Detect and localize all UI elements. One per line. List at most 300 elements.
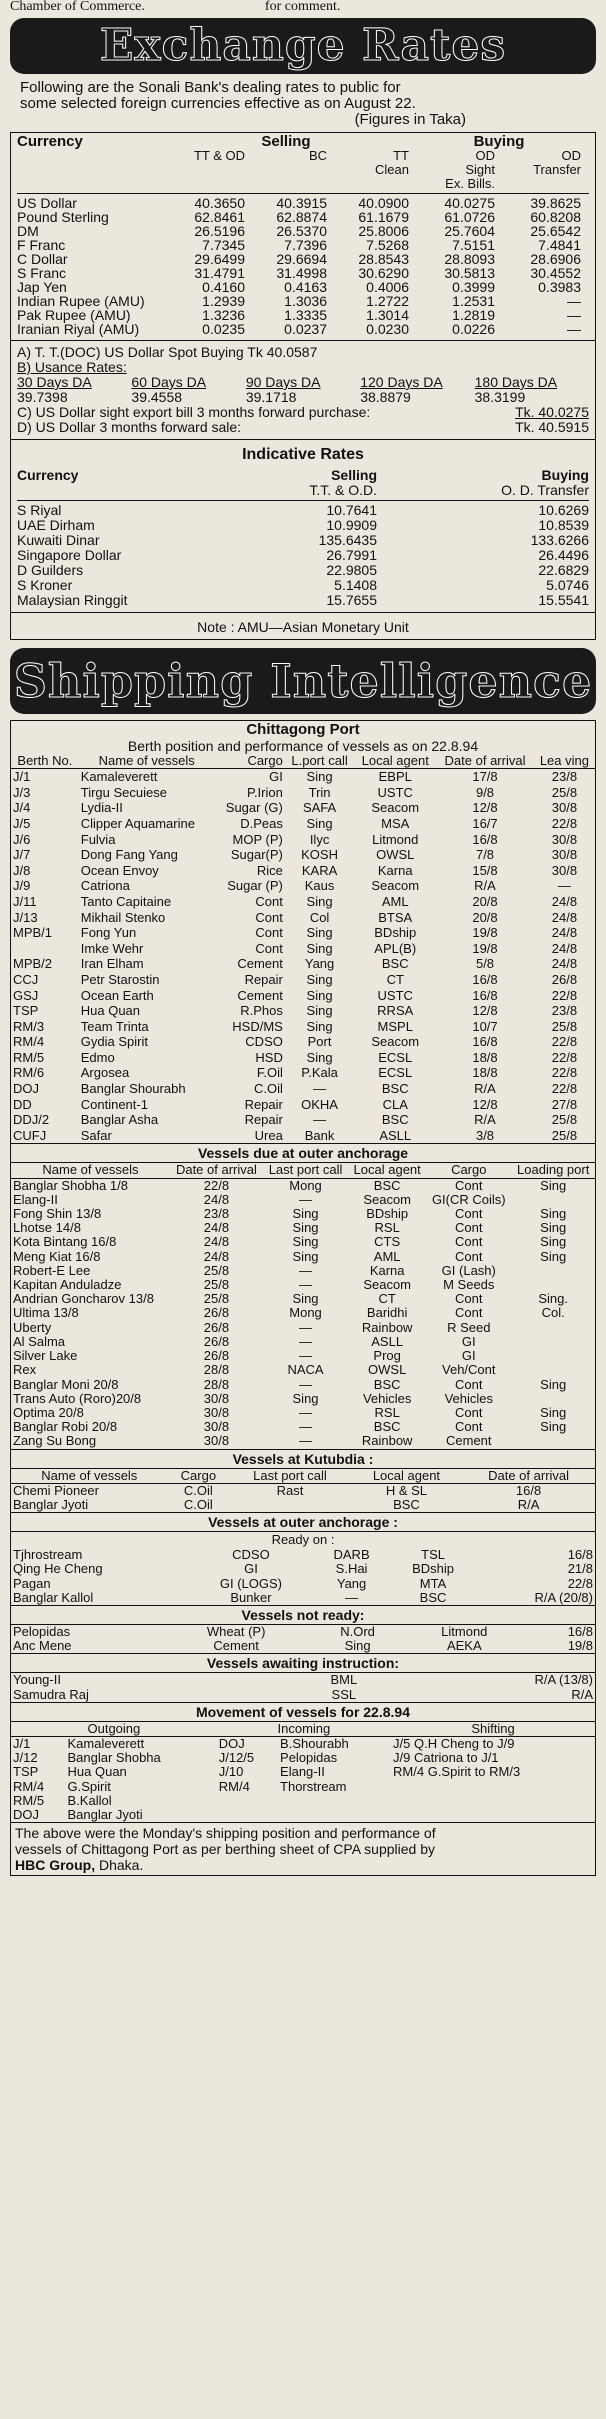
indicative-row xyxy=(17,578,589,593)
bc-value: 40.3915 xyxy=(276,195,327,211)
table-cell: 22/8 xyxy=(551,987,578,1003)
port-title: Chittagong Port xyxy=(246,721,360,738)
table-cell: SSL xyxy=(331,1687,357,1702)
berth-row xyxy=(11,956,595,972)
table-cell: TSP xyxy=(13,1765,39,1780)
table-cell: Sing xyxy=(540,1221,567,1236)
table-cell: Trans Auto (Roro)20/8 xyxy=(13,1391,142,1406)
exchange-rates-banner: Exchange Rates xyxy=(10,18,596,74)
rate-row xyxy=(17,280,589,294)
table-cell: GI xyxy=(269,769,283,785)
berth-row xyxy=(11,816,595,832)
rate-row xyxy=(17,308,589,322)
currency-name: Pound Sterling xyxy=(17,209,109,225)
table-cell: Seacom xyxy=(363,1192,412,1207)
ind-selling-value: 5.1408 xyxy=(334,577,377,593)
ind-selling-value: 135.6435 xyxy=(318,532,377,548)
rates-header xyxy=(17,135,589,149)
ind-selling-value: 22.9805 xyxy=(326,562,377,578)
buying-header: Buying xyxy=(473,133,525,150)
table-cell: Ilyc xyxy=(309,831,330,847)
bc-value: 0.0237 xyxy=(284,321,327,337)
rate-row xyxy=(17,266,589,280)
table-cell: J/7 xyxy=(13,847,31,863)
awaiting-body xyxy=(11,1673,595,1701)
table-cell: CDSO xyxy=(232,1548,270,1563)
table-cell: — xyxy=(299,1377,313,1392)
table-cell: 16/8 xyxy=(472,971,498,987)
table-cell: Banglar Moni 20/8 xyxy=(13,1377,119,1392)
tt-od-value: 29.6499 xyxy=(194,251,245,267)
berth-row xyxy=(11,1097,595,1113)
note-c-value: Tk. 40.0275 xyxy=(515,404,589,420)
ready-row xyxy=(11,1562,595,1576)
column-header: Cargo xyxy=(426,1163,511,1178)
table-cell: BSC xyxy=(381,1112,409,1128)
indicative-body xyxy=(17,503,589,608)
table-cell: Sing xyxy=(540,1420,567,1435)
table-cell: GI (Lash) xyxy=(441,1263,496,1278)
table-cell: J/12/5 xyxy=(218,1751,255,1766)
table-cell: Dong Fang Yang xyxy=(80,847,178,863)
table-cell xyxy=(511,1349,595,1363)
table-cell: BSC xyxy=(373,1420,401,1435)
table-cell: J/4 xyxy=(13,800,31,816)
table-cell: ECSL xyxy=(378,1065,413,1081)
column-header: Name of vessels xyxy=(11,1469,168,1484)
table-cell: Hua Quan xyxy=(80,1003,141,1019)
table-cell: M Seeds xyxy=(443,1278,495,1293)
table-cell: GI xyxy=(461,1349,476,1364)
table-cell: 24/8 xyxy=(551,956,578,972)
tt-od-value: 7.7345 xyxy=(202,237,245,253)
table-cell: Trin xyxy=(308,784,331,800)
table-cell: AEKA xyxy=(446,1639,482,1654)
table-cell: BSC xyxy=(393,1497,420,1512)
table-cell: CT xyxy=(386,971,404,987)
outer-row xyxy=(11,1349,595,1363)
ind-selling-sub: T.T. & O.D. xyxy=(309,482,377,498)
selling-header: Selling xyxy=(261,133,311,150)
rate-row xyxy=(17,294,589,308)
table-cell: EBPL xyxy=(378,769,412,785)
outer-row xyxy=(11,1178,595,1193)
table-cell: RM/4 xyxy=(13,1034,45,1050)
table-cell: MOP (P) xyxy=(232,831,283,847)
indicative-rule xyxy=(11,439,595,440)
movement-row xyxy=(11,1780,595,1794)
table-cell: Safar xyxy=(80,1127,112,1143)
table-cell: Petr Starostin xyxy=(80,971,160,987)
bc-header: BC xyxy=(308,148,327,163)
intro-line-2: some selected foreign currencies effective as on August 22. xyxy=(20,95,416,112)
table-cell: Tjhrostream xyxy=(13,1548,83,1563)
table-cell xyxy=(391,1780,595,1794)
berth-row xyxy=(11,1019,595,1035)
table-cell: Cont xyxy=(455,1221,483,1236)
movement-header-row xyxy=(11,1722,595,1737)
table-cell: G.Spirit xyxy=(67,1779,111,1794)
table-cell: Sing xyxy=(540,1178,567,1193)
currency-name: Indian Rupee (AMU) xyxy=(17,293,145,309)
table-cell: Sing xyxy=(306,1003,333,1019)
berth-body xyxy=(11,769,595,1144)
tt-od-value: 1.3236 xyxy=(202,307,245,323)
ind-buying-header: Buying xyxy=(541,467,589,483)
table-cell: J/1 xyxy=(13,1736,31,1751)
table-cell: Chemi Pioneer xyxy=(13,1483,99,1498)
table-cell: 23/8 xyxy=(551,769,578,785)
bc-value: 62.8874 xyxy=(276,209,327,225)
table-cell: Hua Quan xyxy=(67,1765,127,1780)
table-cell: RSL xyxy=(374,1405,400,1420)
table-cell: OWSL xyxy=(368,1363,407,1378)
table-cell: RSL xyxy=(374,1221,400,1236)
table-cell xyxy=(11,941,79,957)
table-cell xyxy=(511,1363,595,1377)
berth-row xyxy=(11,925,595,941)
table-cell: 16/8 xyxy=(567,1548,593,1563)
table-cell: R/A xyxy=(474,1112,496,1128)
position-subtitle: Berth position and performance of vessels as on 22.8.94 xyxy=(127,738,479,754)
table-cell: Col. xyxy=(541,1306,565,1321)
od-sight-header: OD xyxy=(475,148,495,163)
table-cell: Cont xyxy=(255,925,283,941)
table-cell: Edmo xyxy=(80,1049,115,1065)
bc-value: 31.4998 xyxy=(276,265,327,281)
table-cell xyxy=(511,1392,595,1406)
indicative-row xyxy=(17,593,589,608)
table-cell: Repair xyxy=(244,971,283,987)
footer-source: HBC Group, xyxy=(15,1857,96,1874)
table-cell: 16/8 xyxy=(472,987,498,1003)
table-cell: OKHA xyxy=(301,1096,338,1112)
table-cell: R Seed xyxy=(447,1320,491,1335)
movement-table xyxy=(11,1722,595,1822)
outer-row xyxy=(11,1406,595,1420)
berth-row xyxy=(11,1050,595,1066)
outer-row xyxy=(11,1207,595,1221)
note-c: C) US Dollar sight export bill 3 months forward purchase: xyxy=(17,404,371,420)
table-cell: 25/8 xyxy=(203,1263,230,1278)
od-transfer-value: 25.6542 xyxy=(530,223,581,239)
table-cell: 22/8 xyxy=(551,1065,578,1081)
table-cell: BDship xyxy=(366,1207,409,1222)
table-cell: Clipper Aquamarine xyxy=(80,815,195,831)
table-cell: 25/8 xyxy=(551,784,578,800)
table-cell: — xyxy=(313,1112,327,1128)
table-cell: Sing xyxy=(306,815,333,831)
table-cell: F.Oil xyxy=(256,1065,283,1081)
table-cell xyxy=(511,1264,595,1278)
table-cell: 30/8 xyxy=(551,831,578,847)
ind-currency-name: Kuwaiti Dinar xyxy=(17,532,100,548)
table-cell: Col xyxy=(309,909,330,925)
table-cell xyxy=(278,1794,391,1808)
od-sight-value: 1.2819 xyxy=(452,307,495,323)
outer-row xyxy=(11,1278,595,1292)
rate-row xyxy=(17,252,589,266)
column-header: Local agent xyxy=(351,1469,462,1484)
table-cell: 16/8 xyxy=(472,1034,498,1050)
indicative-title: Indicative Rates xyxy=(242,446,364,463)
berth-row xyxy=(11,785,595,801)
table-cell: Sing xyxy=(292,1391,319,1406)
column-header: Name of vessels xyxy=(11,1163,170,1178)
ind-buying-value: 10.8539 xyxy=(538,517,589,533)
table-cell: Imke Wehr xyxy=(80,940,144,956)
outer-row xyxy=(11,1250,595,1264)
od-sight-value: 25.7604 xyxy=(444,223,495,239)
column-header: Local agent xyxy=(348,1163,426,1178)
column-header: Name of vessels xyxy=(79,754,215,769)
table-cell: USTC xyxy=(377,784,413,800)
table-cell: 22/8 xyxy=(567,1576,593,1591)
table-cell: 17/8 xyxy=(472,769,498,785)
table-cell: RM/4 G.Spirit to RM/3 xyxy=(393,1765,521,1780)
kutubdia-body xyxy=(11,1483,595,1512)
tt-od-value: 26.5196 xyxy=(194,223,245,239)
table-cell: 3/8 xyxy=(475,1127,495,1143)
table-cell: NACA xyxy=(287,1363,324,1378)
currency-header: Currency xyxy=(17,133,83,150)
table-cell: Seacom xyxy=(363,1278,412,1293)
table-cell: Banglar Jyoti xyxy=(67,1807,143,1822)
kutubdia-header-row xyxy=(11,1469,595,1484)
table-cell: 18/8 xyxy=(472,1065,498,1081)
table-cell: GI xyxy=(461,1334,476,1349)
table-cell: BSC xyxy=(373,1178,401,1193)
shifting-header: Shifting xyxy=(391,1722,595,1737)
table-cell: Sing xyxy=(540,1405,567,1420)
berth-row xyxy=(11,847,595,863)
table-cell: Rainbow xyxy=(361,1434,413,1449)
table-cell: — xyxy=(299,1434,313,1449)
ind-buying-value: 10.6269 xyxy=(538,502,589,518)
table-cell: 16/8 xyxy=(567,1624,593,1639)
outer-row xyxy=(11,1235,595,1249)
table-cell: — xyxy=(299,1349,313,1364)
indicative-header xyxy=(17,468,589,483)
table-cell: 28/8 xyxy=(203,1377,230,1392)
table-cell: Thorstream xyxy=(280,1779,347,1794)
table-cell: Banglar Jyoti xyxy=(13,1497,89,1512)
table-cell: HSD/MS xyxy=(232,1018,283,1034)
kutubdia-row xyxy=(11,1498,595,1512)
table-cell: Rast xyxy=(276,1483,304,1498)
table-cell: Yang xyxy=(336,1576,367,1591)
table-cell: 16/8 xyxy=(515,1483,542,1498)
table-cell: 22/8 xyxy=(203,1178,230,1193)
table-cell: BTSA xyxy=(378,909,413,925)
usance-label: 30 Days DA xyxy=(17,374,92,390)
od-transfer-value: 60.8208 xyxy=(530,209,581,225)
ind-buying-value: 26.4496 xyxy=(538,547,589,563)
berth-row xyxy=(11,1081,595,1097)
table-cell: DOJ xyxy=(13,1807,39,1822)
table-cell: — xyxy=(299,1278,313,1293)
table-cell: Kota Bintang 16/8 xyxy=(13,1235,117,1250)
table-cell xyxy=(281,1688,294,1702)
table-cell: H & SL xyxy=(385,1483,428,1498)
column-header: Cargo xyxy=(215,754,285,769)
table-cell: Litmond xyxy=(372,831,419,847)
table-cell: 24/8 xyxy=(551,940,578,956)
ind-selling-value: 10.7641 xyxy=(326,502,377,518)
usance-value: 39.4558 xyxy=(131,389,183,405)
currency-name: S Franc xyxy=(17,265,67,281)
usance-value: 39.7398 xyxy=(17,389,68,405)
ind-buying-value: 22.6829 xyxy=(538,562,589,578)
table-cell: BSC xyxy=(381,1081,409,1097)
table-cell: 25/8 xyxy=(551,1127,578,1143)
table-cell: 30/8 xyxy=(551,862,578,878)
table-cell: KOSH xyxy=(301,847,338,863)
table-cell xyxy=(269,1673,282,1687)
table-cell: Yang xyxy=(304,956,335,972)
berth-row xyxy=(11,1112,595,1128)
table-cell: J/9 Catriona to J/1 xyxy=(393,1751,499,1766)
table-cell: BDship xyxy=(412,1562,454,1577)
od-sight-value: 7.5151 xyxy=(452,237,495,253)
table-cell: MTA xyxy=(419,1576,447,1591)
table-cell: Anc Mene xyxy=(13,1639,72,1654)
table-cell: GI xyxy=(244,1562,258,1577)
rate-row xyxy=(17,224,589,238)
table-cell: TSP xyxy=(13,1003,39,1019)
exbills-header: Ex. Bills. xyxy=(445,176,495,191)
od-transfer-value: 28.6906 xyxy=(530,251,581,267)
indicative-subheader xyxy=(17,483,589,498)
usance-value: 38.8879 xyxy=(360,389,411,405)
ind-currency-name: D Guilders xyxy=(17,562,84,578)
outer-row xyxy=(11,1434,595,1448)
awaiting-title: Vessels awaiting instruction: xyxy=(11,1653,595,1673)
column-header: Loading port xyxy=(511,1163,595,1178)
tt-clean-value: 61.1679 xyxy=(358,209,409,225)
table-cell: Cement xyxy=(446,1434,492,1449)
table-cell: DDJ/2 xyxy=(13,1112,50,1128)
table-cell: SAFA xyxy=(302,800,337,816)
usance-labels xyxy=(17,375,589,390)
table-cell: Kamaleverett xyxy=(67,1736,145,1751)
table-cell: Banglar Shobha 1/8 xyxy=(13,1178,128,1193)
table-cell: Cont xyxy=(455,1292,483,1307)
table-cell: B.Kallol xyxy=(67,1793,112,1808)
table-cell: — xyxy=(299,1263,313,1278)
table-cell: 27/8 xyxy=(551,1096,578,1112)
berth-row xyxy=(11,988,595,1004)
table-cell: Sing xyxy=(306,769,333,785)
table-cell: — xyxy=(313,1081,327,1097)
ind-selling-value: 10.9909 xyxy=(326,517,377,533)
ind-currency-name: S Kroner xyxy=(17,577,73,593)
usance-label: 60 Days DA xyxy=(131,374,207,390)
table-cell: 25/8 xyxy=(203,1278,230,1293)
od-transfer-value: 30.4552 xyxy=(530,265,581,281)
top-left-text: Chamber of Commerce. xyxy=(10,0,145,14)
table-cell: MSA xyxy=(381,815,410,831)
table-cell: Elang-II xyxy=(13,1192,58,1207)
indicative-table xyxy=(11,466,595,610)
table-cell xyxy=(391,1808,595,1822)
table-cell: J/1 xyxy=(13,769,31,785)
table-cell: Litmond xyxy=(441,1624,488,1639)
table-cell: Elang-II xyxy=(280,1765,325,1780)
table-cell: BML xyxy=(330,1673,358,1688)
table-cell: R/A (20/8) xyxy=(534,1590,593,1605)
table-cell: Mong xyxy=(289,1306,322,1321)
table-cell: Kamaleverett xyxy=(80,769,158,785)
table-cell: Port xyxy=(307,1034,332,1050)
column-header: Date of arrival xyxy=(170,1163,263,1178)
table-cell: Rice xyxy=(256,862,283,878)
ind-buying-sub: O. D. Transfer xyxy=(501,482,589,498)
table-cell: C.Oil xyxy=(253,1081,283,1097)
table-cell: Sing xyxy=(292,1235,319,1250)
table-cell: Banglar Robi 20/8 xyxy=(13,1420,118,1435)
table-cell: BDship xyxy=(374,925,417,941)
tt-clean-value: 40.0900 xyxy=(358,195,409,211)
table-cell: Sing xyxy=(540,1377,567,1392)
column-header: Lea ving xyxy=(534,754,595,769)
table-cell: Sugar (P) xyxy=(227,878,283,894)
table-cell: 25/8 xyxy=(551,1112,578,1128)
table-cell: 25/8 xyxy=(551,1018,578,1034)
table-cell: 30/8 xyxy=(203,1405,230,1420)
table-cell: Cont xyxy=(455,1420,483,1435)
kutubdia-title: Vessels at Kutubdia : xyxy=(11,1449,595,1469)
table-cell: Cont xyxy=(255,909,283,925)
table-cell: 12/8 xyxy=(472,800,498,816)
table-cell: Ultima 13/8 xyxy=(13,1306,79,1321)
table-cell: — xyxy=(557,878,571,894)
ind-currency-header: Currency xyxy=(17,467,79,483)
tt-clean-value: 30.6290 xyxy=(358,265,409,281)
footer-line-1: The above were the Monday's shipping position and performance of xyxy=(15,1825,436,1842)
not-ready-body xyxy=(11,1625,595,1653)
table-cell: J/9 xyxy=(13,878,31,894)
table-cell: J/11 xyxy=(13,893,37,909)
table-cell: MPB/1 xyxy=(13,925,53,941)
usance-label: 90 Days DA xyxy=(245,374,321,390)
ind-selling-value: 26.7991 xyxy=(326,547,377,563)
table-cell: RRSA xyxy=(377,1003,414,1019)
table-cell: 23/8 xyxy=(551,1003,578,1019)
currency-name: Jap Yen xyxy=(17,279,67,295)
outgoing-header: Outgoing xyxy=(11,1722,217,1737)
table-cell: J/5 xyxy=(13,815,31,831)
table-cell xyxy=(511,1434,595,1448)
berth-row xyxy=(11,1003,595,1019)
ind-currency-name: Malaysian Ringgit xyxy=(17,592,128,608)
tt-od-value: 40.3650 xyxy=(194,195,245,211)
table-cell: R/A (13/8) xyxy=(534,1673,593,1688)
table-cell: 20/8 xyxy=(472,893,498,909)
table-cell: RM/4 xyxy=(218,1779,250,1794)
table-cell: KARA xyxy=(301,862,338,878)
bc-value: 26.5370 xyxy=(276,223,327,239)
table-cell xyxy=(511,1321,595,1335)
table-cell: Seacom xyxy=(371,1034,420,1050)
table-cell: 23/8 xyxy=(203,1207,230,1222)
exchange-box xyxy=(10,132,596,640)
table-cell: 26/8 xyxy=(203,1306,230,1321)
table-cell: Zang Su Bong xyxy=(13,1434,97,1449)
ready-row xyxy=(11,1591,595,1605)
table-cell: Baridhi xyxy=(366,1306,408,1321)
table-cell: Team Trinta xyxy=(80,1018,149,1034)
